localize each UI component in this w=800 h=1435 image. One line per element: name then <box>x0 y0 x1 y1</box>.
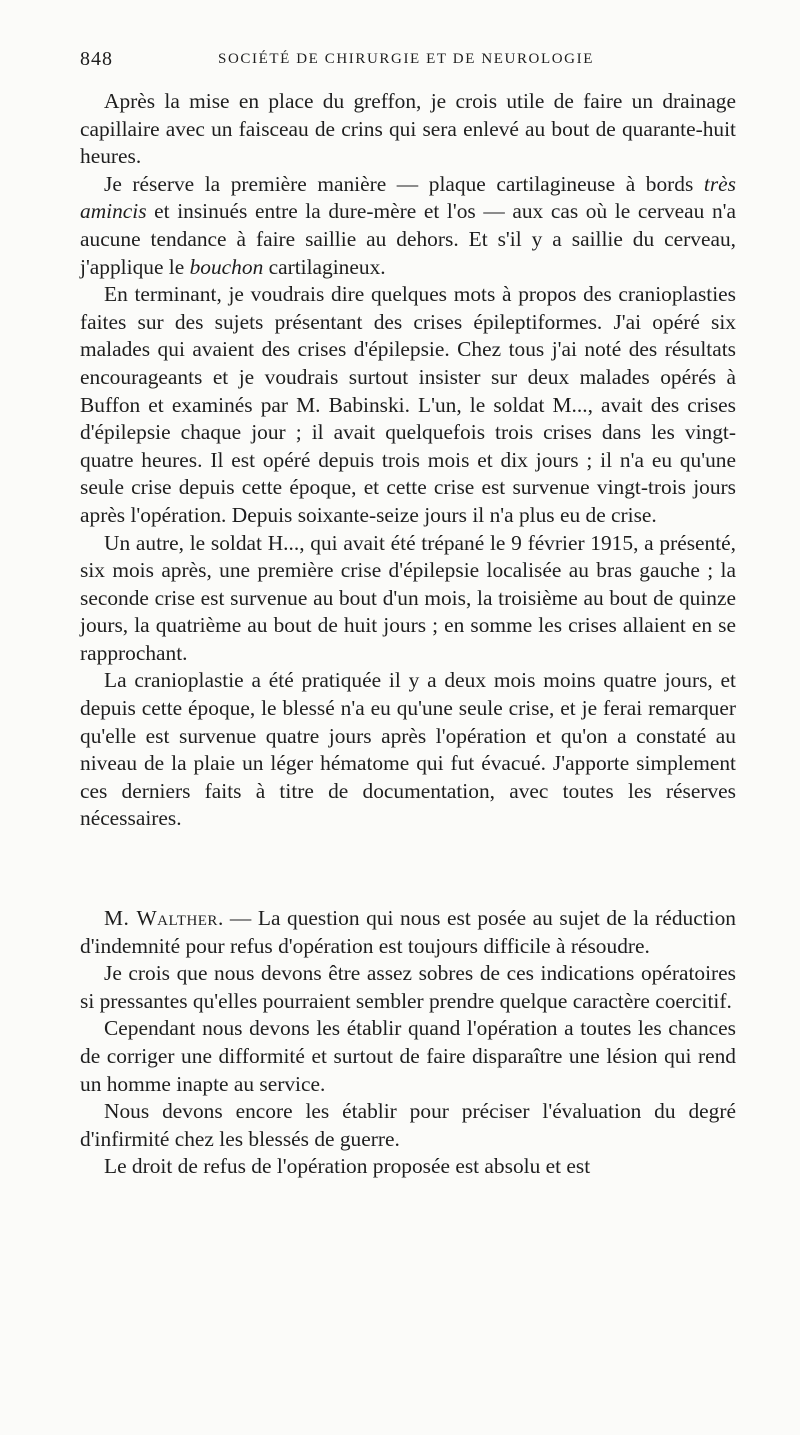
italic-text: très amincis <box>80 171 736 224</box>
page-header <box>80 44 736 74</box>
paragraph: Un autre, le soldat H..., qui avait été trépané le 9 février 1915, a présenté, six mois après, une première crise d'épilepsie localisée au bras gauche ; la seconde crise est survenue au bout d'un mois, la troisième au bout de quinze jours, la quatrième au bout de huit jours ; en somme les crises allaient en se rapprochant. <box>80 530 736 665</box>
speaker-prefix: M. <box>104 906 137 931</box>
text-run: Je réserve la première manière — plaque cartilagineuse à bords <box>104 171 704 196</box>
paragraph: En terminant, je voudrais dire quelques mots à propos des cranioplasties faites sur des sujets présentant des crises épileptiformes. J'ai opéré six malades qui avaient des crises d'épilepsie. Chez tous j'ai noté des résultats encourageants et je voudrais surtout insister sur deux malades opérés à Buffon et examinés par M. Babinski. L'un, le soldat M..., avait des crises d'épilepsie chaque jour ; il avait quelquefois trois crises dans les vingt-quatre heures. Il est opéré depuis trois mois et dix jours ; il n'a eu qu'une seule crise depuis cette époque, et cette crise est survenue vingt-trois jours après l'opération. Depuis soixante-seize jours il n'a plus eu de crise. <box>80 282 736 527</box>
paragraph: Je crois que nous devons être assez sobres de ces indications opératoires si pressantes qu'elles pourraient sembler prendre quelque caractère coercitif. <box>80 961 736 1013</box>
paragraph: Après la mise en place du greffon, je crois utile de faire un drainage capillaire avec un faisceau de crins qui sera enlevé au bout de quarante-huit heures. <box>80 89 736 169</box>
section-gap <box>80 833 736 905</box>
text-run: La question qui nous est posée au sujet de la réduction d'indemnité pour refus d'opération est toujours difficile à résoudre. <box>80 906 737 958</box>
paragraph: Nous devons encore les établir pour préciser l'évaluation du degré d'infirmité chez les blessés de guerre. <box>80 1099 736 1151</box>
running-title: SOCIÉTÉ DE CHIRURGIE ET DE NEUROLOGIE <box>218 51 594 67</box>
italic-text: bouchon <box>189 254 264 279</box>
paragraph <box>80 171 736 281</box>
speaker-dash: . — <box>217 906 258 931</box>
body-text <box>80 88 736 1181</box>
page <box>80 44 736 1181</box>
paragraph: La cranioplastie a été pratiquée il y a deux mois moins quatre jours, et depuis cette époque, le blessé n'a eu qu'une seule crise, et je ferai remarquer qu'elle est survenue quatre jours après l'opération et qu'on a constaté au niveau de la plaie un léger hématome qui fut évacué. J'apporte simplement ces derniers faits à titre de documentation, avec toutes les réserves nécessaires. <box>80 668 736 831</box>
paragraph: Le droit de refus de l'opération proposée est absolu et est <box>104 1154 591 1179</box>
paragraph: Cependant nous devons les établir quand l'opération a toutes les chances de corriger une difformité et surtout de faire disparaître une lésion qui rend un homme inapte au service. <box>80 1016 736 1096</box>
text-run: et insinués entre la dure-mère et l'os — aux cas où le cerveau n'a aucune tendance à faire saillie au dehors. Et s'il y a saillie du cerveau, j'applique le <box>80 199 736 279</box>
speaker-name: Walther <box>136 906 218 931</box>
page-number: 848 <box>80 48 113 70</box>
paragraph <box>80 905 736 960</box>
text-run: cartilagineux. <box>263 254 386 279</box>
